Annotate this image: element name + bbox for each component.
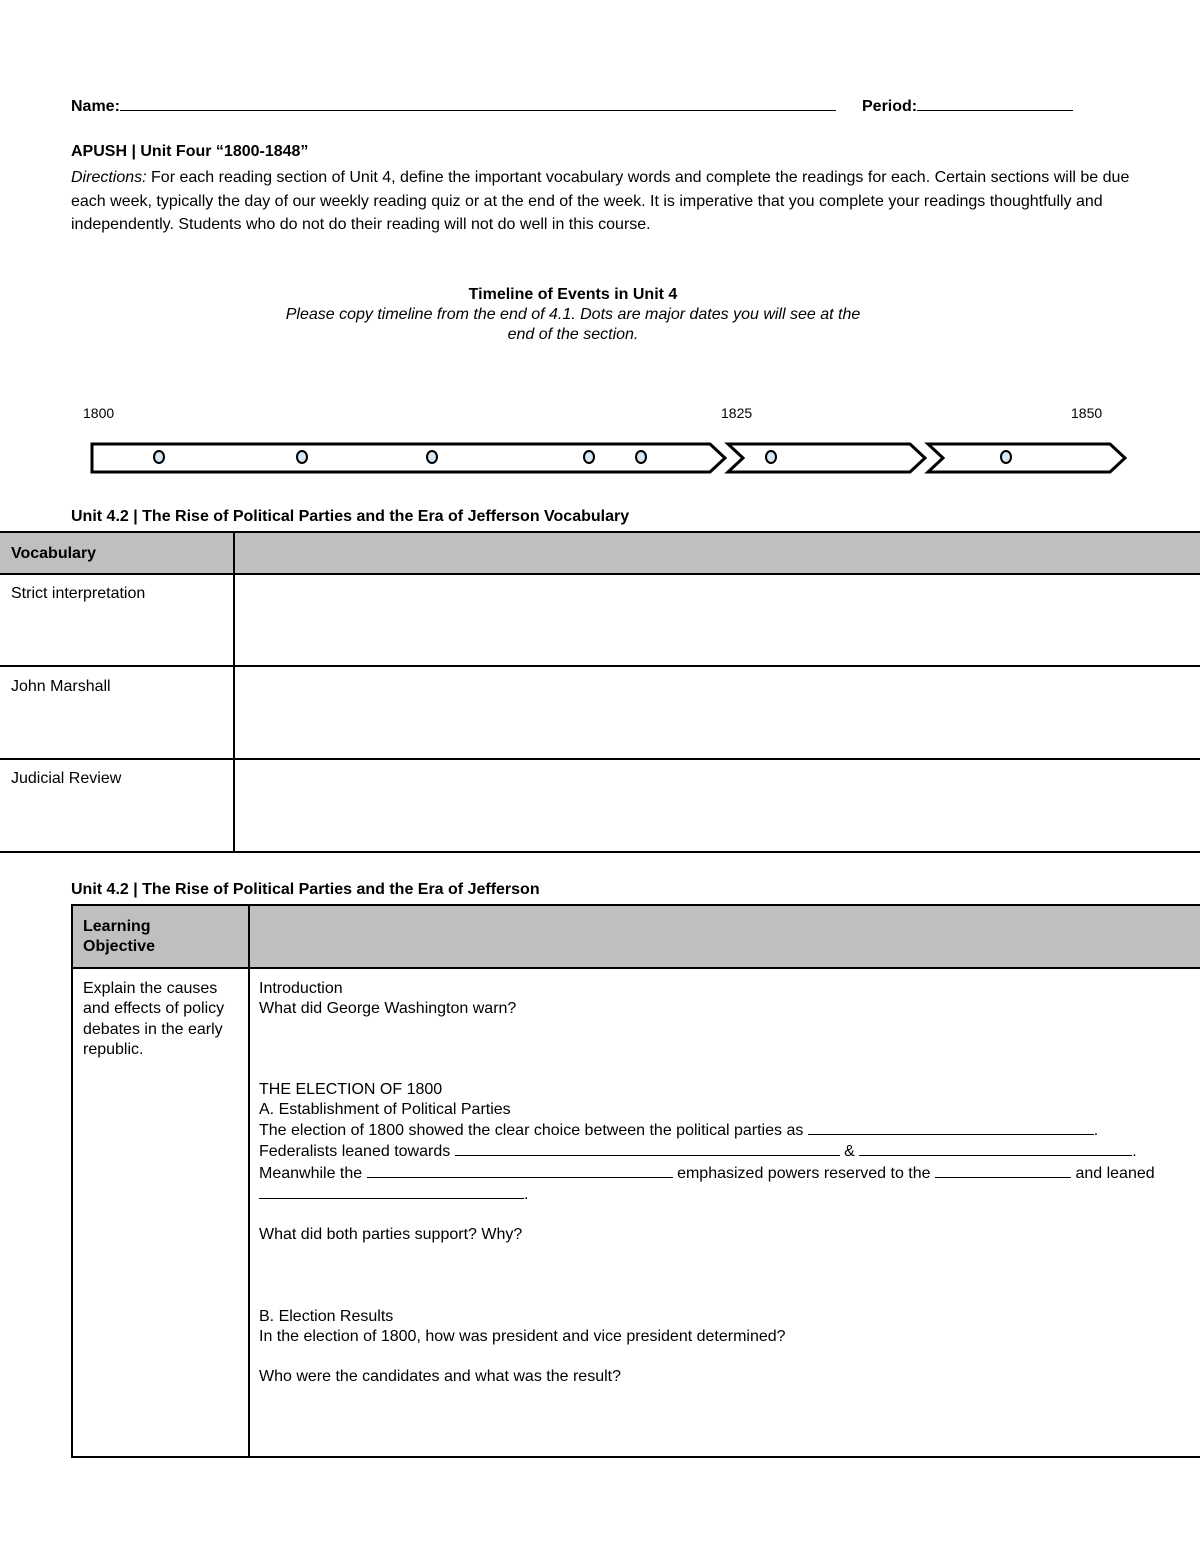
vocab-heading: Unit 4.2 | The Rise of Political Parties and the Era of Jefferson Vocabulary	[71, 508, 630, 525]
objective-line: and effects of policy	[83, 1000, 225, 1018]
vocab-header-row	[0, 533, 1200, 574]
directions-label: Directions:	[71, 169, 147, 186]
vocab-term: Judicial Review	[11, 770, 122, 787]
answer-blank[interactable]	[935, 1163, 1071, 1178]
timeline-header	[250, 285, 896, 345]
intro-label: Introduction	[259, 980, 343, 997]
timeline-subtitle: Please copy timeline from the end of 4.1. Dots are major dates you will see at the	[285, 306, 861, 323]
timeline-dot	[153, 450, 165, 464]
timeline-label-1825: 1825	[721, 405, 753, 421]
fill-in-1	[259, 1120, 1155, 1141]
definition-cell[interactable]	[236, 575, 1198, 665]
timeline-label-1850: 1850	[1071, 405, 1103, 421]
text: The election of 1800 showed the clear choice between the political parties as	[259, 1122, 804, 1140]
timeline-subtitle-2: end of the section.	[507, 326, 639, 343]
section-a-heading: A. Establishment of Political Parties	[259, 1100, 511, 1118]
text: .	[1132, 1143, 1137, 1161]
question-1: What did George Washington warn?	[259, 1000, 517, 1018]
definition-cell[interactable]	[236, 760, 1198, 851]
fill-in-2	[259, 1141, 1155, 1162]
timeline-label-1800: 1800	[83, 405, 115, 421]
election-heading: THE ELECTION OF 1800	[259, 1080, 443, 1098]
text: and leaned	[1075, 1164, 1155, 1182]
vocab-term: Strict interpretation	[11, 585, 146, 602]
question-3: In the election of 1800, how was president and vice president determined?	[259, 1327, 786, 1345]
timeline-dot	[1000, 450, 1012, 464]
objective-line: Explain the causes	[83, 980, 218, 997]
answer-blank[interactable]	[367, 1163, 673, 1178]
answer-blank[interactable]	[859, 1141, 1132, 1156]
fill-in-3-cont	[259, 1184, 1155, 1205]
text: Meanwhile the	[259, 1164, 363, 1182]
answer-blank[interactable]	[455, 1141, 840, 1156]
text: .	[524, 1186, 529, 1204]
text: emphasized powers reserved to the	[677, 1164, 931, 1182]
fill-in-3	[259, 1163, 1155, 1184]
vocab-term: John Marshall	[11, 678, 111, 695]
period-field[interactable]	[862, 96, 1073, 116]
reading-notes	[259, 979, 1155, 1388]
answer-blank[interactable]	[259, 1184, 524, 1199]
objective-column-header	[83, 917, 155, 957]
objectives-header-row	[73, 906, 1200, 967]
name-field[interactable]	[71, 96, 836, 116]
question-2: What did both parties support? Why?	[259, 1226, 523, 1244]
objectives-table	[71, 904, 1200, 1458]
timeline-dot	[296, 450, 308, 464]
objective-text	[83, 979, 224, 1060]
text: .	[1093, 1122, 1099, 1140]
timeline-title: Timeline of Events in Unit 4	[468, 286, 678, 303]
timeline-dot	[583, 450, 595, 464]
timeline-segment-2	[728, 444, 925, 472]
timeline-dot	[635, 450, 647, 464]
header-line: Learning	[83, 918, 151, 935]
timeline-segment-1	[92, 444, 725, 472]
answer-blank[interactable]	[808, 1120, 1094, 1135]
name-blank[interactable]	[120, 96, 836, 111]
page-title: APUSH | Unit Four “1800-1848”	[71, 143, 309, 160]
question-4: Who were the candidates and what was the result?	[259, 1368, 621, 1386]
directions	[71, 166, 1141, 237]
period-blank[interactable]	[917, 96, 1073, 111]
section-b-heading: B. Election Results	[259, 1307, 394, 1325]
vocab-column-header: Vocabulary	[11, 545, 97, 562]
timeline-dot	[426, 450, 438, 464]
header-line: Objective	[83, 938, 156, 955]
objective-line: republic.	[83, 1040, 144, 1058]
timeline-dot	[765, 450, 777, 464]
directions-text: For each reading section of Unit 4, define the important vocabulary words and complete the readings for each. Certain sections will be due each week, typically the day of our weekly reading quiz or at the end of the week. It is imperative that you complete your readings thoughtfully and independently. Students who do not do their reading will not do well in this course.	[71, 169, 1130, 233]
objectives-heading: Unit 4.2 | The Rise of Political Parties and the Era of Jefferson	[71, 881, 540, 898]
text: Federalists leaned towards	[259, 1143, 451, 1161]
definition-cell[interactable]	[236, 667, 1198, 758]
vocab-table	[0, 531, 1200, 853]
objective-line: debates in the early	[83, 1020, 223, 1038]
text: &	[844, 1143, 855, 1161]
timeline-segment-3	[928, 444, 1125, 472]
period-label: Period:	[862, 98, 918, 115]
name-label: Name:	[71, 98, 120, 115]
timeline-arrows	[0, 430, 1200, 490]
